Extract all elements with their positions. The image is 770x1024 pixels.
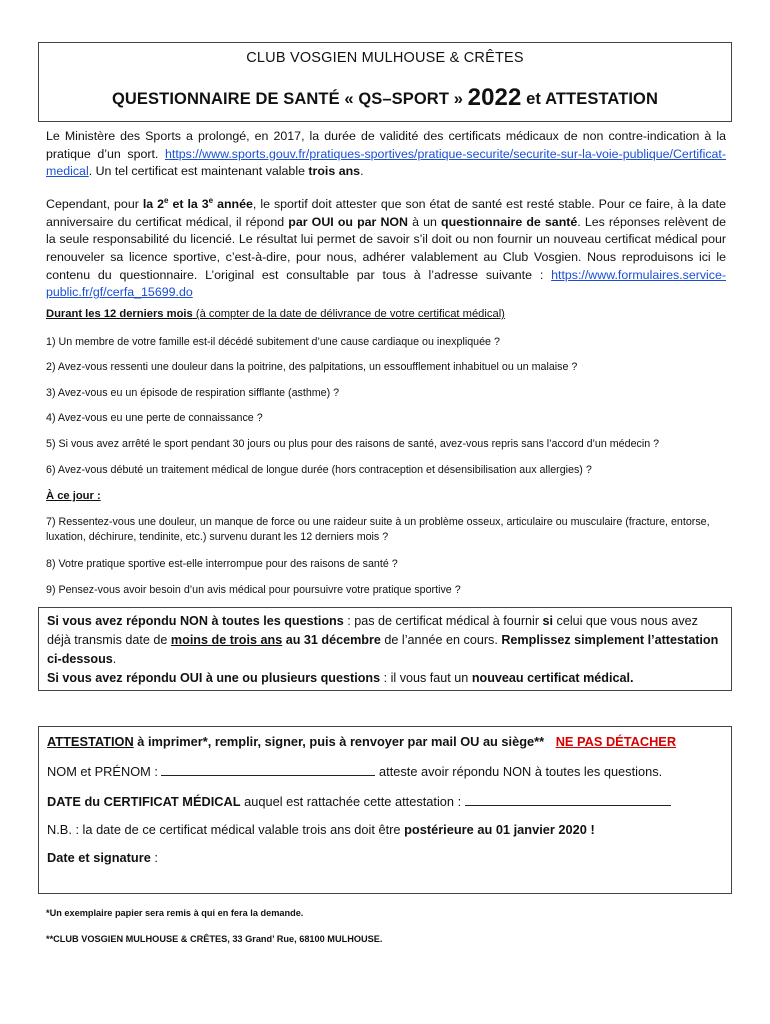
summary-oui-any: Si vous avez répondu OUI à une ou plusieurs questions — [47, 671, 381, 685]
summary-new-certificate: nouveau certificat médical — [471, 671, 631, 685]
summary-text — [47, 612, 723, 688]
question-3: 3) Avez-vous eu un épisode de respiration sifflante (asthme) ? — [46, 387, 340, 399]
summary-three-years: moins de trois ans — [170, 633, 283, 647]
document-title — [39, 83, 731, 111]
attestation-heading — [47, 734, 676, 749]
validity-duration: trois ans — [308, 164, 361, 179]
do-not-detach-warning: NE PAS DÉTACHER — [555, 734, 677, 749]
p2-text-a: Cependant, pour — [46, 197, 143, 212]
summary-s13: . — [630, 671, 634, 685]
certificate-date-label: DATE du CERTIFICAT MÉDICAL — [47, 794, 241, 809]
certificate-date-label-rest: auquel est rattachée cette attestation : — [240, 794, 462, 809]
title-year: 2022 — [467, 84, 522, 111]
name-label: NOM et PRÉNOM : — [47, 764, 158, 779]
name-row — [47, 763, 662, 779]
nb-row — [47, 822, 595, 837]
summary-s9: . — [112, 652, 117, 666]
question-5: 5) Si vous avez arrêté le sport pendant 30 jours ou plus pour des raisons de santé, avez-vous repris sans l’accord d’un médecin ? — [46, 438, 660, 450]
signature-label: Date et signature — [47, 850, 151, 865]
club-name: CLUB VOSGIEN MULHOUSE & CRÊTES — [246, 50, 524, 66]
summary-fill-attestation: Remplissez simplement l’attestation ci-dessous — [47, 633, 719, 666]
p2-questionnaire: questionnaire de santé — [441, 214, 578, 229]
question-9: 9) Pensez-vous avoir besoin d’un avis médical pour poursuivre votre pratique sportive ? — [46, 584, 461, 596]
signature-row — [47, 850, 158, 865]
p2-sup-1: e — [164, 196, 169, 205]
nb-text: N.B. : la date de ce certificat médical valable trois ans doit être — [47, 822, 405, 837]
title-tail: et ATTESTATION — [526, 90, 659, 108]
question-7: 7) Ressentez-vous une douleur, un manque de force ou une raideur suite à un problème osseux, articulaire ou musculaire (fracture, entorse, luxation, déchirure, tendinite, etc.) survenu durant les 12 derniers mois ? — [46, 516, 710, 543]
intro-paragraph-1 — [46, 128, 726, 181]
p2-text-i: . Les réponses relèvent de la seule responsabilité du licencié. Le résultat lui permet de savoir s’il doit ou non fournir un nouveau certificat médical pour renouveler sa licence sportive, c’est-à-dire, pour nous, adhérer valablement au Club Vosgien. Nous reproduisons ici le contenu du questionnaire. L’original est consultable par tous à l’adresse suivante : — [46, 214, 726, 282]
footnote-2: **CLUB VOSGIEN MULHOUSE & CRÊTES, 33 Grand’ Rue, 68100 MULHOUSE. — [46, 934, 383, 944]
question-4: 4) Avez-vous eu une perte de connaissance ? — [46, 412, 263, 424]
p2-text-g: à un — [408, 214, 441, 229]
header-box — [38, 42, 732, 122]
summary-s2: : pas de certificat médical à fournir — [343, 614, 543, 628]
intro-paragraph-2 — [46, 192, 726, 302]
section-12-months-heading — [46, 308, 505, 320]
summary-s7: de l’année en cours. — [380, 633, 502, 647]
question-6: 6) Avez-vous débuté un traitement médical de longue durée (hors contraception et désensibilisation aux allergies) ? — [46, 464, 592, 476]
name-tail: atteste avoir répondu NON à toutes les questions. — [379, 764, 663, 779]
summary-dec31: au 31 décembre — [282, 633, 381, 647]
title-main: QUESTIONNAIRE DE SANTÉ « QS–SPORT » — [111, 90, 463, 108]
certificate-date-row — [47, 793, 671, 809]
intro-period: . — [360, 164, 364, 179]
section1-heading-rest: (à compter de la date de délivrance de votre certificat médical) — [192, 308, 505, 320]
summary-si: si — [542, 614, 554, 628]
signature-colon: : — [150, 850, 158, 865]
footnote-1: *Un exemplaire papier sera remis à qui en fera la demande. — [46, 908, 304, 918]
p2-annee: année — [213, 197, 253, 212]
p2-second-year: la 2 — [142, 197, 165, 212]
summary-s4: celui que vous nous avez déjà transmis date de — [47, 614, 698, 647]
attestation-label: ATTESTATION — [47, 734, 134, 749]
intro-tail: . Un tel certificat est maintenant valable — [88, 164, 309, 179]
section1-heading-bold: Durant les 12 derniers mois — [46, 308, 193, 320]
summary-non-all: Si vous avez répondu NON à toutes les questions — [47, 614, 344, 628]
p2-oui-non: par OUI ou par NON — [288, 214, 408, 229]
p2-third-year: et la 3 — [168, 197, 209, 212]
attestation-box — [38, 726, 732, 894]
p2-years — [143, 197, 253, 211]
intro-text: Le Ministère des Sports a prolongé, en 2017, la durée de validité des certificats médicaux de non contre-indication à la pratique d’un sport. — [46, 129, 726, 161]
question-2: 2) Avez-vous ressenti une douleur dans la poitrine, des palpitations, un essoufflement inhabituel ou un malaise ? — [46, 361, 578, 373]
p2-sup-2: e — [208, 196, 214, 205]
summary-s11: : il vous faut un — [380, 671, 472, 685]
question-8: 8) Votre pratique sportive est-elle interrompue pour des raisons de santé ? — [46, 558, 398, 570]
sports-gouv-link[interactable]: https://www.sports.gouv.fr/pratiques-sportives/pratique-securite/securite-sur-la-voie-publique/Certificat-medical — [46, 146, 726, 179]
section2-heading: À ce jour : — [46, 490, 101, 502]
question-1: 1) Un membre de votre famille est-il décédé subitement d’une cause cardiaque ou inexpliquée ? — [46, 336, 500, 348]
p2-text-e: , le sportif doit attester que son état de santé est resté stable. Pour ce faire, à la date anniversaire du certificat médical, il répond — [46, 197, 726, 229]
cerfa-link[interactable]: https://www.formulaires.service-public.fr/gf/cerfa_15699.do — [46, 267, 726, 300]
summary-box — [38, 607, 732, 691]
name-field[interactable] — [161, 763, 375, 776]
certificate-date-field[interactable] — [465, 793, 671, 806]
section-today-heading — [46, 490, 101, 502]
attestation-instruction: à imprimer*, remplir, signer, puis à renvoyer par mail OU au siège** — [133, 734, 545, 749]
nb-date: postérieure au 01 janvier 2020 ! — [404, 822, 595, 837]
